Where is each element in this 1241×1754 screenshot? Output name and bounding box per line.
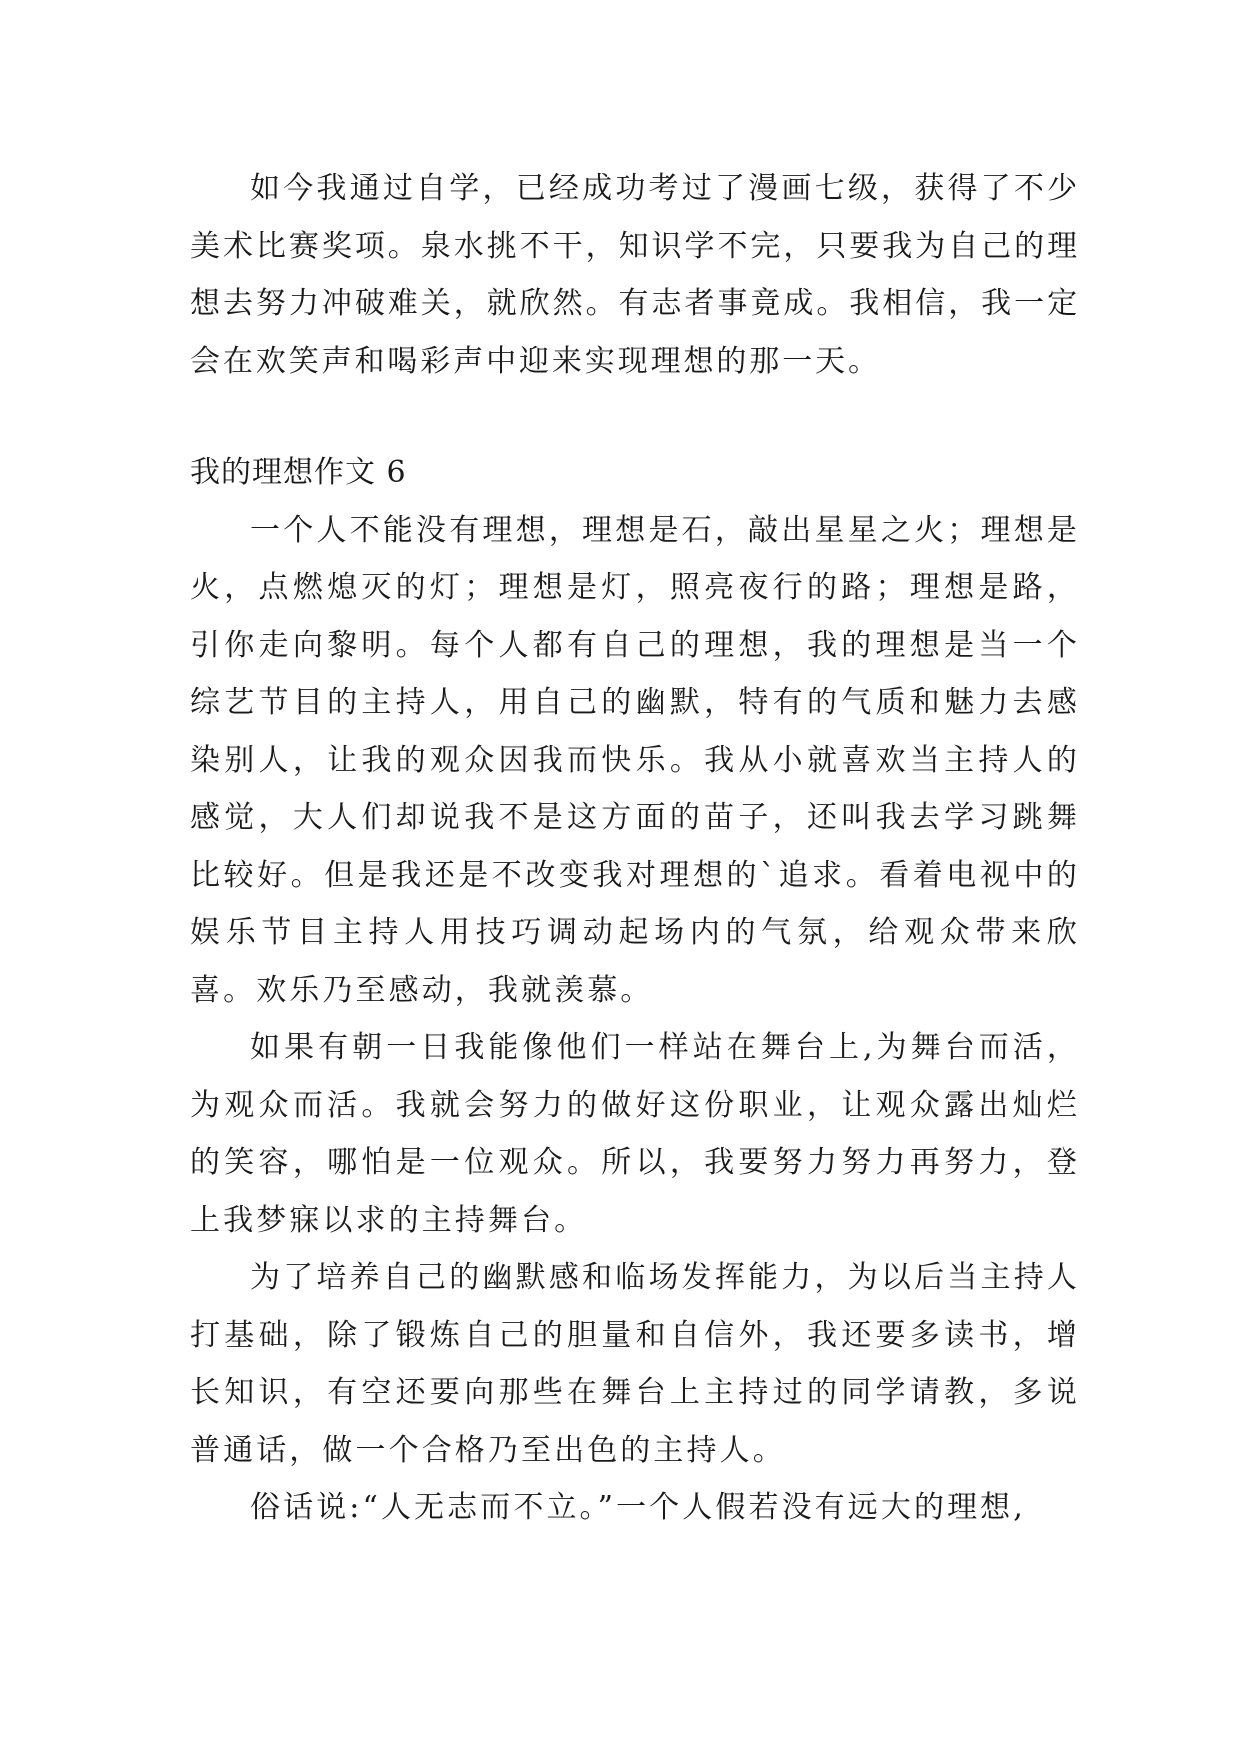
paragraph-3: 为了培养自己的幽默感和临场发挥能力，为以后当主持人打基础，除了锻炼自己的胆量和自信外，我还要多读书，增长知识，有空还要向那些在舞台上主持过的同学请教，多说普通话，做一个合格乃至出色的主持人。 [190, 1260, 1080, 1468]
paragraph-intro: 如今我通过自学，已经成功考过了漫画七级，获得了不少美术比赛奖项。泉水挑不干，知识学不完，只要我为自己的理想去努力冲破难关，就欣然。有志者事竟成。我相信，我一定会在欢笑声和喝彩声中迎来实现理想的那一天。 [190, 171, 1080, 379]
paragraph-2: 如果有朝一日我能像他们一样站在舞台上,为舞台而活，为观众而活。我就会努力的做好这份职业，让观众露出灿烂的笑容，哪怕是一位观众。所以，我要努力努力再努力，登上我梦寐以求的主持舞台。 [190, 1030, 1080, 1238]
paragraph-4: 俗话说:“人无志而不立。”一个人假若没有远大的理想, [250, 1490, 1026, 1525]
section-title: 我的理想作文 6 [190, 455, 407, 490]
paragraph-1: 一个人不能没有理想，理想是石，敲出星星之火；理想是火，点燃熄灭的灯；理想是灯，照亮夜行的路；理想是路，引你走向黎明。每个人都有自己的理想，我的理想是当一个综艺节目的主持人，用自己的幽默，特有的气质和魅力去感染别人，让我的观众因我而快乐。我从小就喜欢当主持人的感觉，大人们却说我不是这方面的苗子，还叫我去学习跳舞比较好。但是我还是不改变我对理想的`追求。看着电视中的娱乐节目主持人用技巧调动起场内的气氛，给观众带来欣喜。欢乐乃至感动，我就羡慕。 [190, 512, 1080, 1008]
document-page [190, 160, 1080, 1537]
